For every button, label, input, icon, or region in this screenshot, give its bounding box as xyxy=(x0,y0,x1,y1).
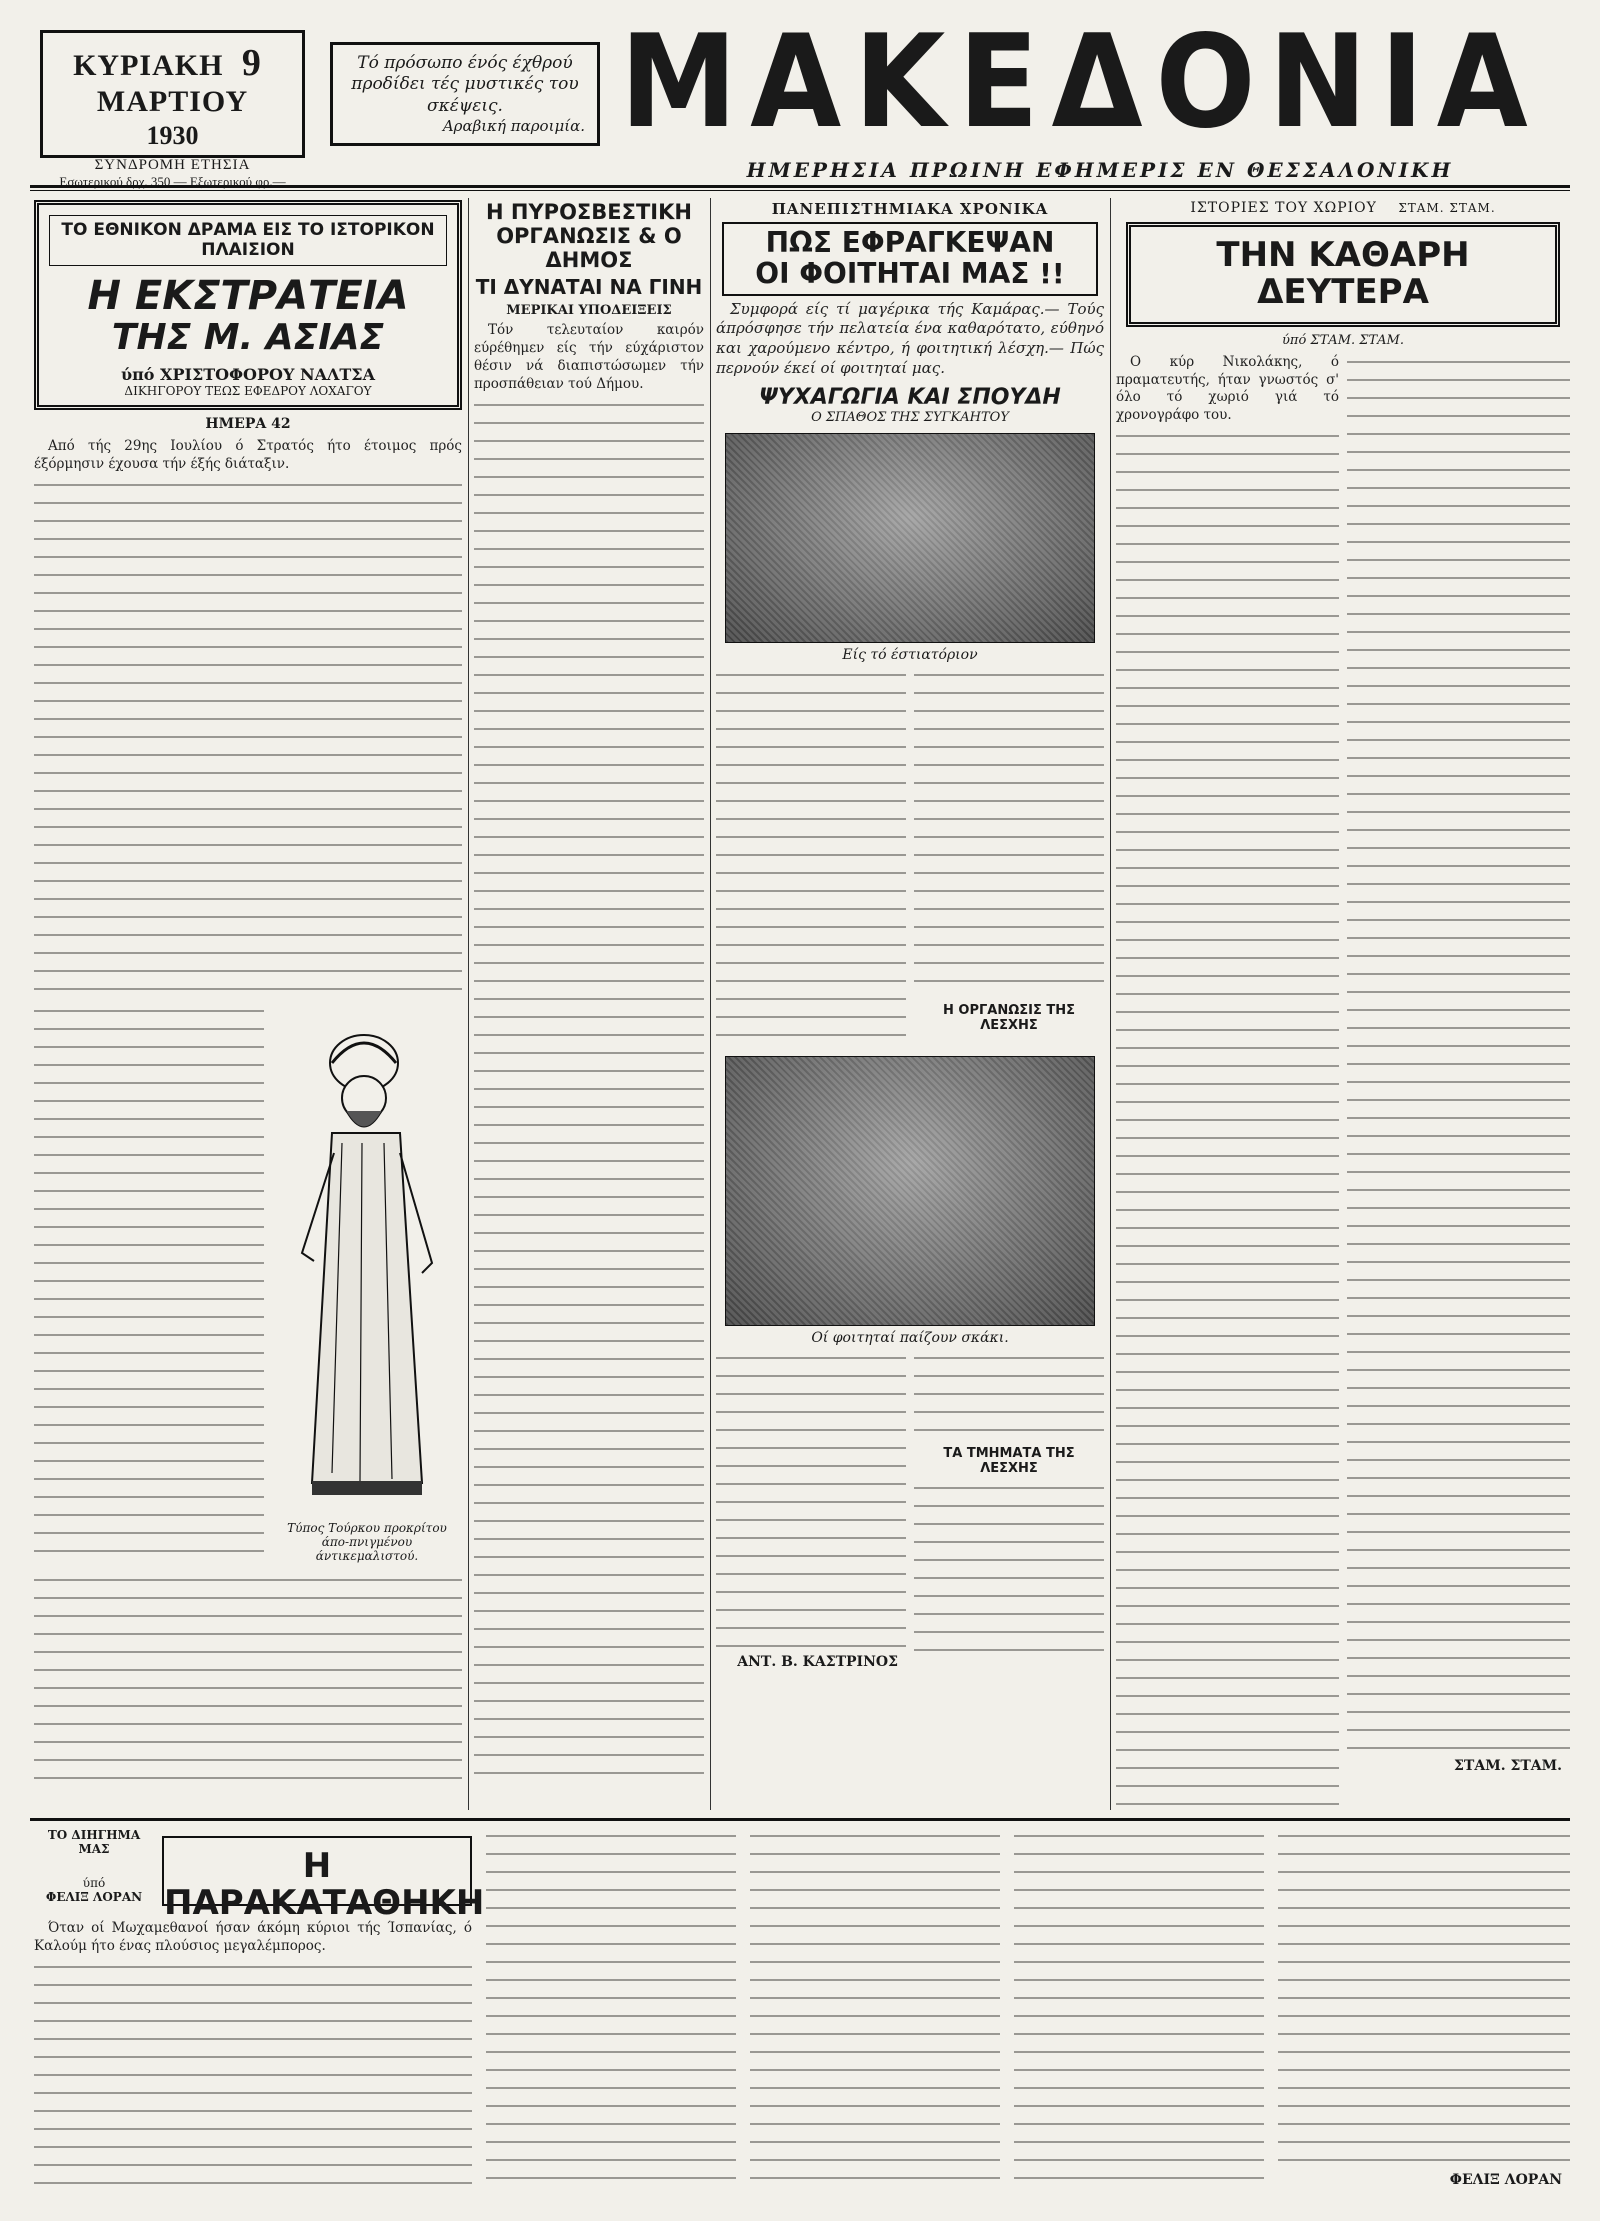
column-divider xyxy=(468,198,469,1810)
story-body-text xyxy=(34,1959,472,2199)
article-title: ΤΗΝ ΚΑΘΑΡΗ ΔΕΥΤΕΡΑ xyxy=(1216,235,1470,313)
article-column-right xyxy=(914,667,1104,1050)
masthead-rule xyxy=(30,185,1570,188)
issue-year: 1930 xyxy=(146,121,199,150)
article-students xyxy=(716,200,1104,1810)
column-divider xyxy=(710,198,711,1810)
issue-date xyxy=(43,41,302,119)
article-columns xyxy=(1116,354,1570,1810)
article-day-label: ΗΜΕΡΑ 42 xyxy=(205,416,291,432)
issue-day-number: 9 xyxy=(241,42,262,84)
story-byline-prefix: ύπό xyxy=(82,1876,106,1890)
article-column-right xyxy=(914,1350,1104,1674)
article-byline: ύπό ΣΤΑΜ. ΣΤΑΜ. xyxy=(1282,332,1404,348)
article-signature: ΑΝΤ. Β. ΚΑΣΤΡΙΝΟΣ xyxy=(737,1654,898,1671)
column-divider xyxy=(1110,198,1111,1810)
story-author: ΦΕΛΙΞ ΛΟΡΑΝ xyxy=(45,1890,143,1904)
chess-photo xyxy=(725,1056,1095,1326)
turkish-notable-illustration xyxy=(272,1003,462,1563)
article-kicker: ΜΕΡΙΚΑΙ ΥΠΟΔΕΙΞΕΙΣ xyxy=(506,303,672,319)
story-parakatathiki xyxy=(34,1828,1570,2208)
article-title-line2: ΟΙ ΦΟΙΤΗΤΑΙ ΜΑΣ !! xyxy=(755,256,1065,290)
illustration-caption: Τύπος Τούρκου προκρίτου άπο-πνιγμένου άντικεμαλιστού. xyxy=(287,1520,447,1563)
article-fire-brigade xyxy=(474,200,704,1810)
article-body-text xyxy=(34,1003,264,1563)
article-title-line2: ΤΗΣ Μ. ΑΣΙΑΣ xyxy=(111,316,385,358)
story-body-text xyxy=(1278,1828,1570,2168)
article-kicker-row xyxy=(1116,200,1570,216)
story-kicker: ΤΟ ΔΙΗΓΗΜΑ ΜΑΣ xyxy=(47,1828,141,1856)
article-body-text xyxy=(914,1350,1104,1440)
article-body-text xyxy=(914,667,1104,997)
issue-month: ΜΑΡΤΙΟΥ xyxy=(96,85,249,118)
article-body-text xyxy=(474,397,704,1787)
subscription-label: ΣΥΝΔΡΟΜΗ ΕΤΗΣΙΑ xyxy=(94,157,251,173)
story-title-box xyxy=(162,1836,485,1924)
article-columns xyxy=(716,1350,1104,1674)
article-body-text xyxy=(716,1350,906,1650)
story-body-text xyxy=(750,1828,1000,2188)
subhead-departments: ΤΑ ΤΜΗΜΑΤΑ ΤΗΣ ΛΕΣΧΗΣ xyxy=(943,1446,1075,1477)
article-columns xyxy=(716,667,1104,1050)
story-rule xyxy=(30,1818,1570,1821)
article-lead: Ο κύρ Νικολάκης, ό πραματευτής, ήταν γνωστός σ' όλο τό χωριό γιά τό χρονογράφο του. xyxy=(1116,353,1339,424)
illustration-row xyxy=(34,1003,462,1566)
story-signature: ΦΕΛΙΞ ΛΟΡΑΝ xyxy=(1449,2172,1562,2188)
article-kicker: ΤΟ ΕΘΝΙΚΟΝ ΔΡΑΜΑ ΕΙΣ ΤΟ ΙΣΤΟΡΙΚΟΝ ΠΛΑΙΣΙΟΝ xyxy=(49,215,447,266)
quote-source: Αραβική παροιμία. xyxy=(442,116,585,135)
article-kicker: ΠΑΝΕΠΙΣΤΗΜΙΑΚΑ ΧΡΟΝΙΚΑ xyxy=(771,200,1049,218)
article-title: ΠΩΣ ΕΦΡΑΓΚΕΨΑΝ xyxy=(765,226,1055,259)
article-asia-minor xyxy=(34,200,462,1810)
article-title: Η ΕΚΣΤΡΑΤΕΙΑ xyxy=(87,272,409,319)
article-lead: Τόν τελευταίον καιρόν εύρέθημεν είς τήν εύχάριστον θέσιν νά διαπιστώσωμεν τήν προσπάθειαν τού Δήμου. xyxy=(474,322,704,392)
issue-day: ΚΥΡΙΑΚΗ xyxy=(73,49,224,82)
masthead-rule-thin xyxy=(30,190,1570,191)
article-title: Η ΠΥΡΟΣΒΕΣΤΙΚΗ ΟΡΓΑΝΩΣΙΣ & Ο ΔΗΜΟΣ xyxy=(486,200,692,273)
date-box xyxy=(40,30,305,189)
article-column-left xyxy=(1116,354,1339,1810)
article-kicker-author: ΣΤΑΜ. ΣΤΑΜ. xyxy=(1398,201,1496,215)
article-asia-minor-header xyxy=(34,200,462,410)
story-title: Η ΠΑΡΑΚΑΤΑΘΗΚΗ xyxy=(164,1846,485,1924)
article-byline-role: ΔΙΚΗΓΟΡΟΥ ΤΕΩΣ ΕΦΕΔΡΟΥ ΛΟΧΑΓΟΥ xyxy=(124,384,372,399)
newspaper-subtitle: ΗΜΕΡΗΣΙΑ ΠΡΩΙΝΗ ΕΦΗΜΕΡΙΣ ΕΝ ΘΕΣΣΑΛΟΝΙΚΗ xyxy=(746,158,1454,182)
figure-drawing xyxy=(272,1003,462,1523)
story-column-5 xyxy=(1278,1828,1570,2192)
story-body-text xyxy=(486,1828,736,2188)
article-lead: Συμφορά είς τί μαγέρικα τής Καμάρας.— Τούς άπρόσφησε τήν πελατεία ένα καθαρότατο, εύθηνό και χαρούμενο κέντρο, ή φοιτητική λέσχη.— Πώς περνούν έκεί οί φοιτηταί μας. xyxy=(716,299,1104,377)
article-column-right xyxy=(1347,354,1570,1810)
article-lead: Από τής 29ης Ιουλίου ό Στρατός ήτο έτοιμος πρός έξόρμησιν έχουσα τήν έξής διάταξιν. xyxy=(34,438,462,472)
restaurant-photo xyxy=(725,433,1095,643)
article-body-text xyxy=(914,1480,1104,1660)
story-lead: Όταν οί Μωχαμεθανοί ήσαν άκόμη κύριοι τής Ίσπανίας, ό Καλούμ ήτο ένας πλούσιος μεγαλέμπορος. xyxy=(34,1920,472,1954)
article-kicker: ΙΣΤΟΡΙΕΣ ΤΟΥ ΧΩΡΙΟΥ xyxy=(1190,200,1377,216)
article-body-text xyxy=(716,667,906,1047)
article-byline: ύπό ΧΡΙΣΤΟΦΟΡΟΥ ΝΑΛΤΣΑ xyxy=(120,365,376,385)
photo-caption: Είς τό έστιατόριον xyxy=(842,647,978,664)
article-body-text xyxy=(1347,354,1570,1754)
article-signature: ΣΤΑΜ. ΣΤΑΜ. xyxy=(1454,1757,1562,1774)
subhead-organisation: Η ΟΡΓΑΝΩΣΙΣ ΤΗΣ ΛΕΣΧΗΣ xyxy=(942,1003,1075,1034)
article-subtitle: ΤΙ ΔΥΝΑΤΑΙ ΝΑ ΓΙΝΗ xyxy=(475,275,703,300)
article-title-box xyxy=(722,222,1098,296)
section-title: ΨΥΧΑΓΩΓΙΑ ΚΑΙ ΣΠΟΥΔΗ xyxy=(759,384,1061,410)
section-kicker: Ο ΣΠΑΘΟΣ ΤΗΣ ΣΥΓΚΑΗΤΟΥ xyxy=(811,410,1009,426)
quote-box xyxy=(330,42,600,146)
article-title-box xyxy=(1126,222,1560,327)
quote-text: Τό πρόσωπο ένός έχθρού προδίδει τές μυστικές του σκέψεις. xyxy=(351,53,579,116)
story-body-text xyxy=(1014,1828,1264,2188)
newspaper-title: ΜΑΚΕΔΟΝΙΑ xyxy=(620,8,1541,157)
subscription-prices: Εσωτερικού δρχ. 350 — Εξωτερικού φρ.— xyxy=(59,174,286,189)
article-clean-monday xyxy=(1116,200,1570,1810)
article-body-text xyxy=(34,1572,462,1792)
article-column-left xyxy=(716,1350,906,1674)
article-body-text xyxy=(1116,428,1339,1810)
story-column-1 xyxy=(34,1920,472,2202)
story-labels xyxy=(34,1828,154,1904)
photo-caption: Οί φοιτηταί παίζουν σκάκι. xyxy=(811,1330,1009,1347)
article-body-text xyxy=(34,477,462,997)
